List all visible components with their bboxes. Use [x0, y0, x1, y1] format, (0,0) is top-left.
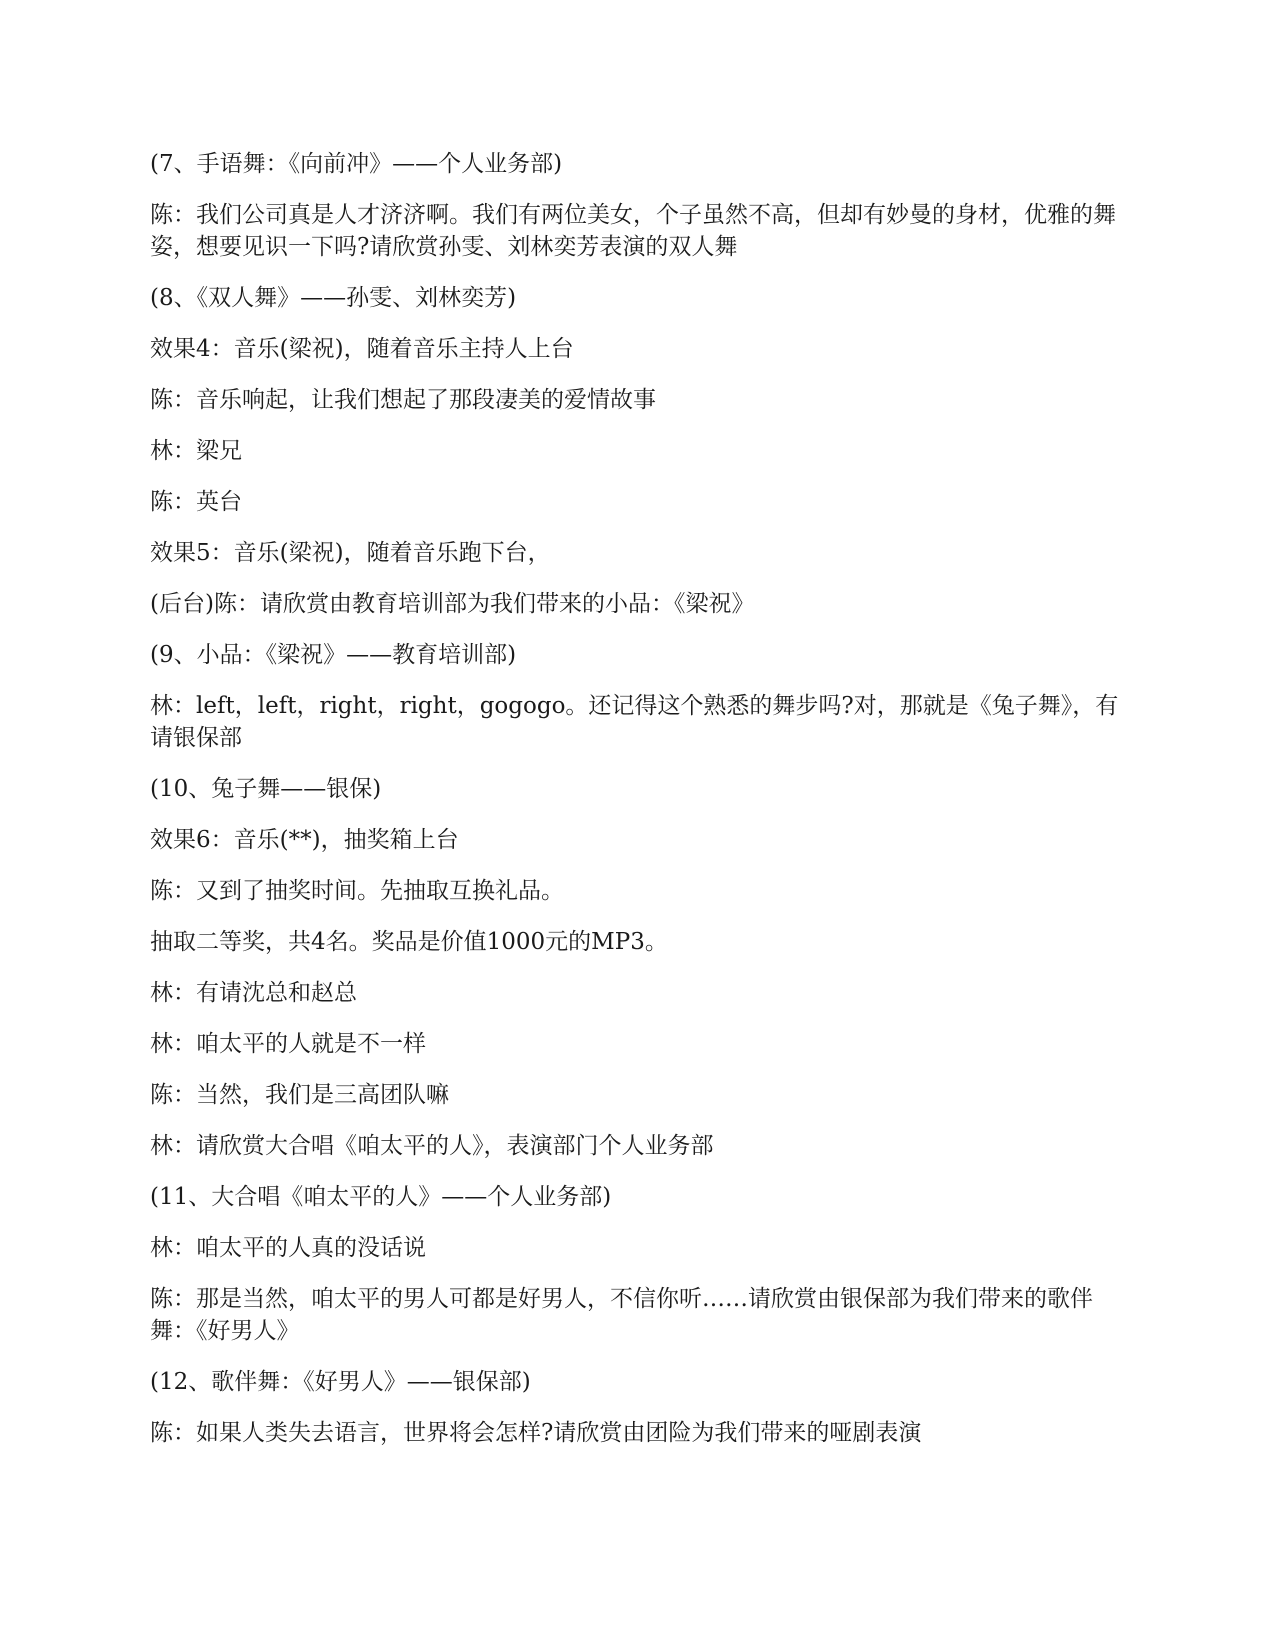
paragraph-dialogue: 陈：音乐响起，让我们想起了那段凄美的爱情故事	[150, 387, 656, 413]
paragraph-program-12: (12、歌伴舞：《好男人》——银保部)	[150, 1369, 531, 1395]
paragraph-program-8: (8、《双人舞》——孙雯、刘林奕芳)	[150, 285, 517, 311]
paragraph-dialogue: 林：咱太平的人就是不一样	[150, 1031, 426, 1057]
paragraph-dialogue: 陈：当然，我们是三高团队嘛	[150, 1082, 449, 1108]
paragraph-dialogue: 林：梁兄	[150, 438, 242, 464]
paragraph-effect-4: 效果4：音乐(梁祝)，随着音乐主持人上台	[150, 336, 574, 362]
paragraph-effect-6: 效果6：音乐(**)，抽奖箱上台	[150, 827, 459, 853]
paragraph-effect-5: 效果5：音乐(梁祝)，随着音乐跑下台，	[150, 540, 551, 566]
paragraph-dialogue: 林：咱太平的人真的没话说	[150, 1235, 426, 1261]
paragraph-dialogue: 陈：如果人类失去语言，世界将会怎样?请欣赏由团险为我们带来的哑剧表演	[150, 1420, 922, 1446]
paragraph-dialogue: 林：有请沈总和赵总	[150, 980, 357, 1006]
paragraph-dialogue: (后台)陈：请欣赏由教育培训部为我们带来的小品：《梁祝》	[150, 591, 755, 617]
paragraph-dialogue: 陈：我们公司真是人才济济啊。我们有两位美女，个子虽然不高，但却有妙曼的身材，优雅的舞姿，想要见识一下吗?请欣赏孙雯、刘林奕芳表演的双人舞	[150, 202, 1116, 260]
paragraph-program-11: (11、大合唱《咱太平的人》——个人业务部)	[150, 1184, 612, 1210]
paragraph-dialogue: 陈：英台	[150, 489, 242, 515]
paragraph-dialogue: 陈：又到了抽奖时间。先抽取互换礼品。	[150, 878, 564, 904]
paragraph-program-9: (9、小品：《梁祝》——教育培训部)	[150, 642, 517, 668]
document-body	[150, 148, 1125, 1468]
paragraph-prize: 抽取二等奖，共4名。奖品是价值1000元的MP3。	[150, 929, 668, 955]
paragraph-dialogue: 林：请欣赏大合唱《咱太平的人》，表演部门个人业务部	[150, 1133, 714, 1159]
paragraph-program-7: (7、手语舞：《向前冲》——个人业务部)	[150, 151, 563, 177]
paragraph-program-10: (10、兔子舞——银保)	[150, 776, 382, 802]
paragraph-dialogue: 林：left，left，right，right，gogogo。还记得这个熟悉的舞步吗?对，那就是《兔子舞》，有请银保部	[150, 693, 1119, 751]
paragraph-dialogue: 陈：那是当然，咱太平的男人可都是好男人，不信你听……请欣赏由银保部为我们带来的歌伴舞：《好男人》	[150, 1286, 1093, 1344]
